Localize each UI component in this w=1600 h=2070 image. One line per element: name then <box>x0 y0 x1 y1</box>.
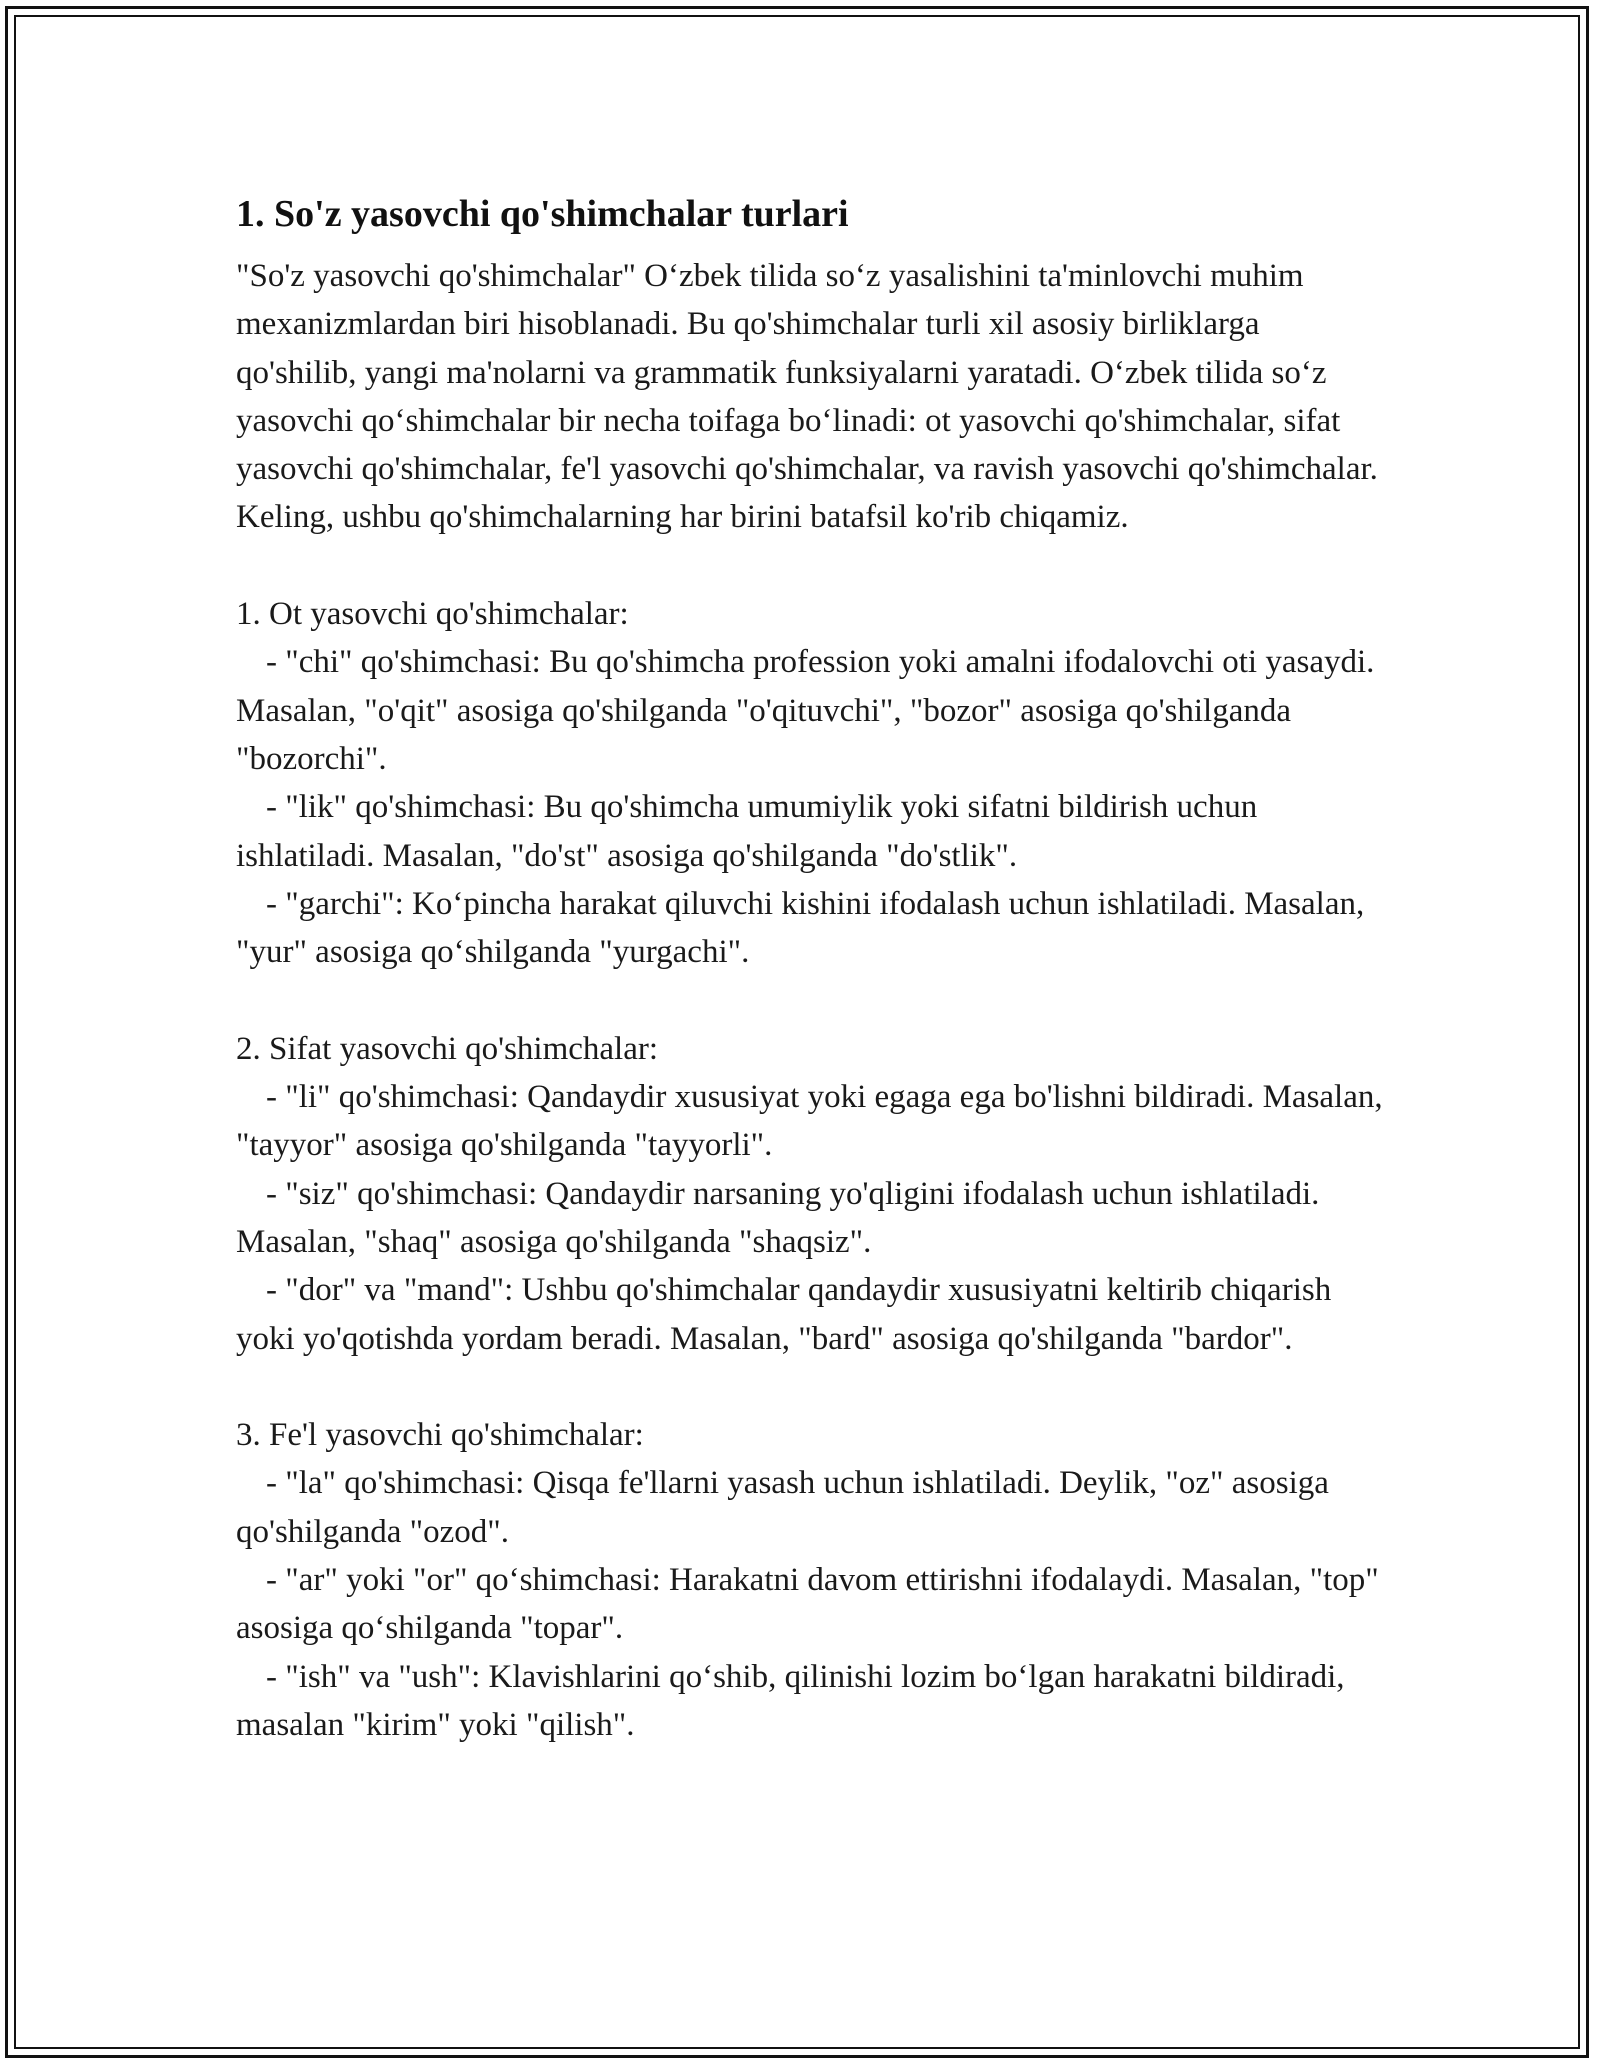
intro-paragraph: "So'z yasovchi qo'shimchalar" O‘zbek tilida so‘z yasalishini ta'minlovchi muhim mexanizmlardan biri hisoblanadi. Bu qo'shimchalar turli xil asosiy birliklarga qo'shilib, yangi ma'nolarni va grammatik funksiyalarni yaratadi. O‘zbek tilida so‘z yasovchi qo‘shimchalar bir necha toifaga bo‘linadi: ot yasovchi qo'shimchalar, sifat yasovchi qo'shimchalar, fe'l yasovchi qo'shimchalar, va ravish yasovchi qo'shimchalar. Keling, ushbu qo'shimchalarning har birini batafsil ko'rib chiqamiz. <box>236 258 1378 536</box>
list-item-text: - "ish" va "ush": Klavishlarini qo‘shib, qilinishi lozim bo‘lgan harakatni bildiradi, masalan "kirim" yoki "qilish". <box>236 1658 1345 1743</box>
section-heading: 3. Fe'l yasovchi qo'shimchalar: <box>236 1417 644 1454</box>
list-item-text: - "dor" va "mand": Ushbu qo'shimchalar qandaydir xususiyatni keltirib chiqarish yoki yo'qotishda yordam beradi. Masalan, "bard" asosiga qo'shilganda "bardor". <box>236 1272 1332 1357</box>
list-item-text: - "li" qo'shimchasi: Qandaydir xususiyat yoki egaga ega bo'lishni bildiradi. Masalan, "tayyor" asosiga qo'shilganda "tayyorli". <box>236 1079 1383 1164</box>
list-item <box>236 1073 1386 1170</box>
paragraph-gap <box>236 976 1386 1024</box>
list-item-text: - "siz" qo'shimchasi: Qandaydir narsaning yo'qligini ifodalash uchun ishlatiladi. Masalan, "shaq" asosiga qo'shilganda "shaqsiz". <box>236 1175 1320 1260</box>
list-item-text: - "la" qo'shimchasi: Qisqa fe'llarni yasash uchun ishlatiladi. Deylik, "oz" asosiga qo'shilganda "ozod". <box>236 1465 1329 1550</box>
list-item-text: - "ar" yoki "or" qo‘shimchasi: Harakatni davom ettirishni ifodalaydi. Masalan, "top" asosiga qo‘shilganda "topar". <box>236 1562 1379 1647</box>
section-heading: 1. Ot yasovchi qo'shimchalar: <box>236 596 629 633</box>
list-item-text: - "chi" qo'shimchasi: Bu qo'shimcha profession yoki amalni ifodalovchi oti yasaydi. Masalan, "o'qit" asosiga qo'shilganda "o'qituvchi", "bozor" asosiga qo'shilganda "bozorchi". <box>236 644 1375 777</box>
paragraph-gap <box>236 1363 1386 1411</box>
document-body <box>236 182 1386 1749</box>
list-item <box>236 1266 1386 1363</box>
section-fel <box>236 1411 1386 1749</box>
paragraph-gap <box>236 542 1386 590</box>
list-item <box>236 1556 1386 1653</box>
list-item-text: - "lik" qo'shimchasi: Bu qo'shimcha umumiylik yoki sifatni bildirish uchun ishlatiladi. Masalan, "do'st" asosiga qo'shilganda "do'stlik". <box>236 789 1258 874</box>
section-ot <box>236 590 1386 976</box>
list-item <box>236 880 1386 977</box>
list-item-text: - "garchi": Ko‘pincha harakat qiluvchi kishini ifodalash uchun ishlatiladi. Masalan, "yur" asosiga qo‘shilganda "yurgachi". <box>236 885 1365 971</box>
list-item <box>236 1653 1386 1750</box>
list-item <box>236 1170 1386 1267</box>
section-sifat <box>236 1025 1386 1363</box>
list-item <box>236 783 1386 880</box>
section-heading: 2. Sifat yasovchi qo'shimchalar: <box>236 1030 659 1067</box>
list-item <box>236 638 1386 783</box>
list-item <box>236 1459 1386 1556</box>
page-title: 1. So'z yasovchi qo'shimchalar turlari <box>236 193 849 235</box>
